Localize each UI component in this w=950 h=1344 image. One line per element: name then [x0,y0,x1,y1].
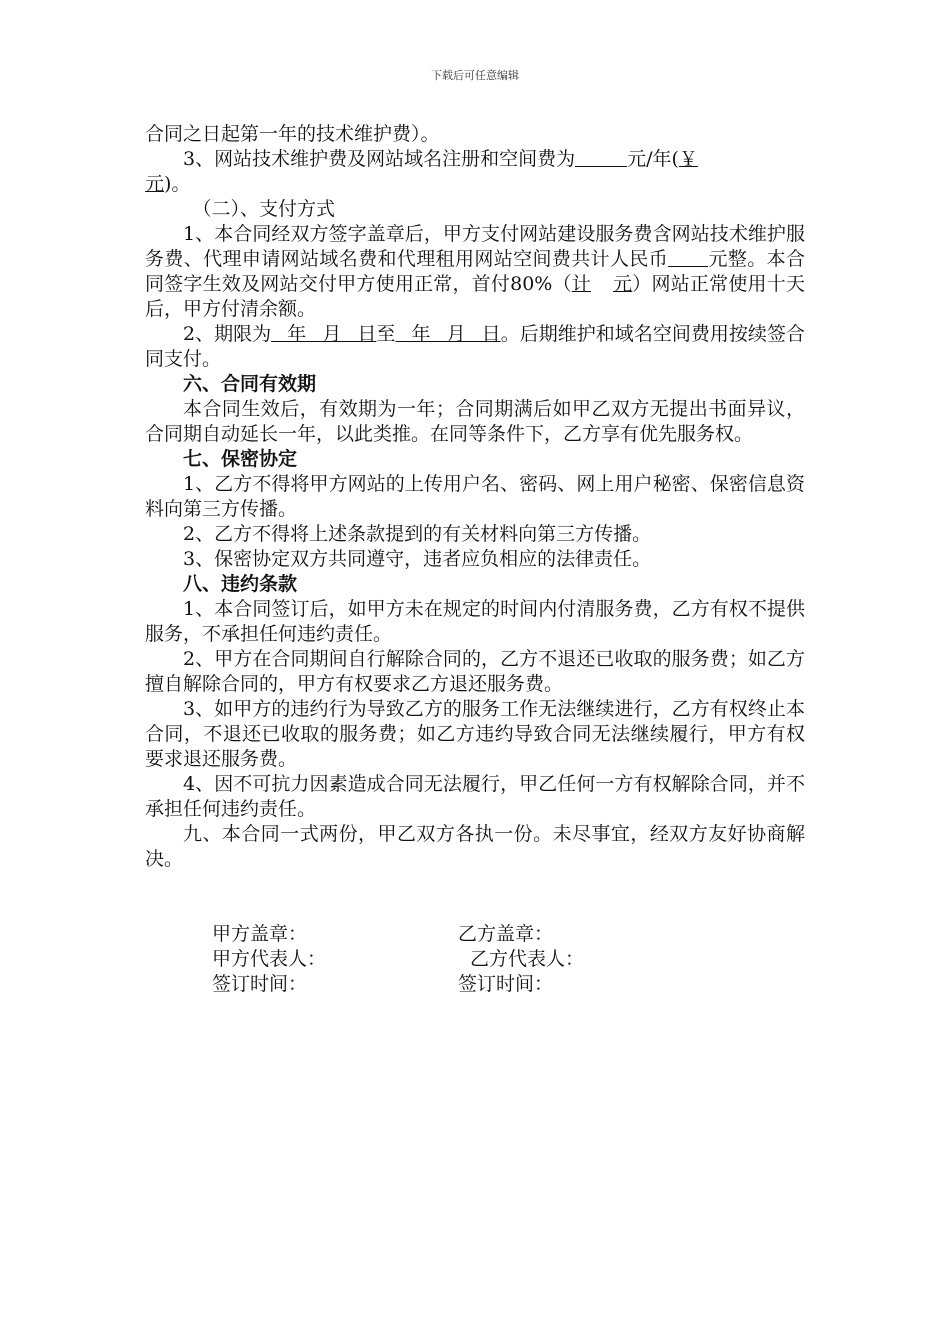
paragraph-validity: 本合同生效后，有效期为一年；合同期满后如甲乙双方无提出书面异议，合同期自动延长一年，以此类推。在同等条件下，乙方享有优先服务权。 [145,398,805,445]
paragraph-confidentiality-1: 1、乙方不得将甲方网站的上传用户名、密码、网上用户秘密、保密信息资料向第三方传播。 [145,473,805,520]
payment-text-3: ）网站正常使用十天后，甲方付清余额。 [145,273,805,320]
contract-body [145,122,805,872]
calc-label: 计 [571,273,592,295]
party-a-seal: 甲方盖章： [212,923,308,945]
term-to: 至 [376,323,396,345]
fee-unit: 元/年( [627,148,679,170]
paragraph-maintenance-fee [145,147,805,197]
fee-blank [575,148,627,167]
term-end: 年 月 日 [395,323,501,345]
paragraph-confidentiality-2: 2、乙方不得将上述条款提到的有关材料向第三方传播。 [183,523,652,545]
term-start: 年 月 日 [271,323,377,345]
fee-text: 3、网站技术维护费及网站域名注册和空间费为 [183,148,576,170]
calc-yuan: 元 [613,273,633,295]
amount-blank [668,248,708,267]
paragraph-continuation: 合同之日起第一年的技术维护费）。 [145,123,440,145]
heading-validity: 六、合同有效期 [183,373,317,395]
paragraph-breach-4: 4、因不可抗力因素造成合同无法履行，甲乙任何一方有权解除合同，并不承担任何违约责任。 [145,773,805,820]
party-a-rep: 甲方代表人： [212,948,327,970]
page-header: 下载后可任意编辑 [431,69,519,82]
party-b-seal: 乙方盖章： [458,923,554,945]
yen-sign: ￥ [678,148,698,170]
paragraph-copies: 九、本合同一式两份，甲乙双方各执一份。未尽事宜，经双方友好协商解决。 [145,823,805,870]
paragraph-payment-1 [145,222,805,322]
term-text-2: 。后期维护和域名空间费用按续签合同支付。 [145,323,805,370]
paragraph-breach-2: 2、甲方在合同期间自行解除合同的，乙方不退还已收取的服务费；如乙方擅自解除合同的，甲方有权要求乙方退还服务费。 [145,648,805,695]
paragraph-breach-3: 3、如甲方的违约行为导致乙方的服务工作无法继续进行，乙方有权终止本合同，不退还已收取的服务费；如乙方违约导致合同无法继续履行，甲方有权要求退还服务费。 [145,698,805,770]
paragraph-breach-1: 1、本合同签订后，如甲方未在规定的时间内付清服务费，乙方有权不提供服务，不承担任何违约责任。 [145,598,805,645]
party-a-date: 签订时间： [212,973,308,995]
yuan-underlined: 元 [145,173,165,195]
term-text: 2、期限为 [183,323,272,345]
payment-text-2: 元整。本合同签字生效及网站交付甲方使用正常，首付80%（ [145,248,805,295]
heading-confidentiality: 七、保密协定 [183,448,298,470]
payment-text: 1、本合同经双方签字盖章后，甲方支付网站建设服务费含网站技术维护服务费、代理申请网站域名费和代理租用网站空间费共计人民币 [145,223,805,270]
party-b-rep: 乙方代表人： [470,948,585,970]
paragraph-confidentiality-3: 3、保密协定双方共同遵守，违者应负相应的法律责任。 [183,548,652,570]
paragraph-payment-2 [145,322,805,372]
section-payment-method: （二）、支付方式 [192,198,336,220]
heading-breach: 八、违约条款 [183,573,298,595]
fee-close: )。 [164,173,191,195]
party-b-date: 签订时间： [458,973,554,995]
